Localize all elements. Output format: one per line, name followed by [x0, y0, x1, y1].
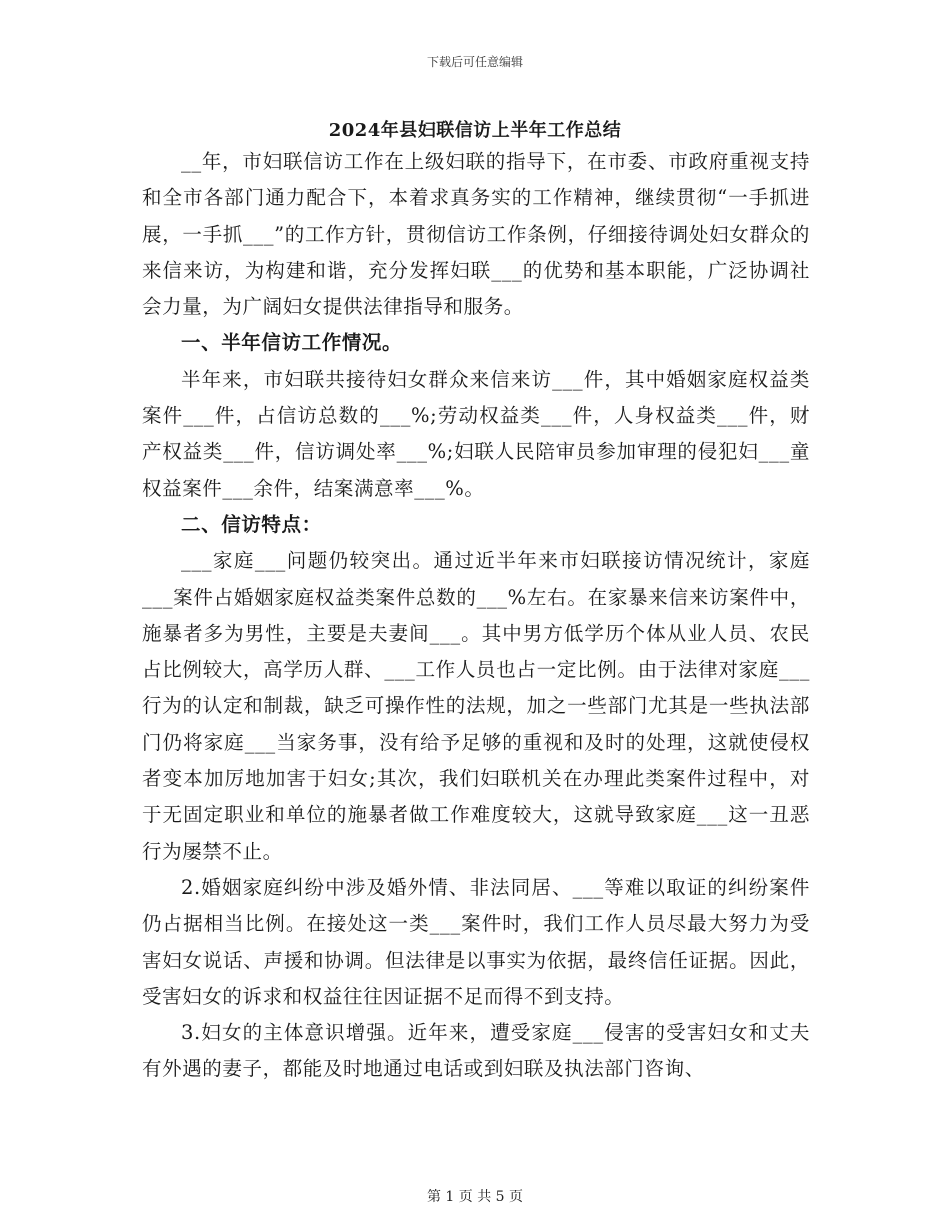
- page-number-footer: 第 1 页 共 5 页: [426, 1189, 524, 1205]
- document-body: [142, 144, 810, 1088]
- intro-paragraph: __年，市妇联信访工作在上级妇联的指导下，在市委、市政府重视支持和全市各部门通力配合下，本着求真务实的工作精神，继续贯彻“一手抓进展，一手抓___”的工作方针，贯彻信访工作条例，仔细接待调处妇女群众的来信来访，为构建和谐，充分发挥妇联___的优势和基本职能，广泛协调社会力量，为广阔妇女提供法律指导和服务。: [142, 150, 810, 319]
- point-3-paragraph: 3.妇女的主体意识增强。近年来，遭受家庭___侵害的受害妇女和丈夫有外遇的妻子，都能及时地通过电话或到妇联及执法部门咨询、: [142, 1021, 810, 1081]
- point-2-paragraph: 2.婚姻家庭纠纷中涉及婚外情、非法同居、___等难以取证的纠纷案件仍占据相当比例。在接处这一类___案件时，我们工作人员尽最大努力为受害妇女说话、声援和协调。但法律是以事实为依据，最终信任证据。因此，受害妇女的诉求和权益往往因证据不足而得不到支持。: [142, 875, 810, 1008]
- statistics-paragraph: 半年来，市妇联共接待妇女群众来信来访___件，其中婚姻家庭权益类案件___件，占信访总数的___%;劳动权益类___件，人身权益类___件，财产权益类___件，信访调处率___%;妇联人民陪审员参加审理的侵犯妇___童权益案件___余件，结案满意率___%。: [142, 367, 810, 500]
- document-title: 2024年县妇联信访上半年工作总结: [328, 120, 622, 141]
- section-heading-1: 一、半年信访工作情况。: [181, 331, 403, 355]
- page-header-note: 下载后可任意编辑: [426, 55, 523, 69]
- point-1-paragraph: ___家庭___问题仍较突出。通过近半年来市妇联接访情况统计，家庭___案件占婚姻家庭权益类案件总数的___%左右。在家暴来信来访案件中，施暴者多为男性，主要是夫妻间___。其中男方低学历个体从业人员、农民占比例较大，高学历人群、___工作人员也占一定比例。由于法律对家庭___行为的认定和制裁，缺乏可操作性的法规，加之一些部门尤其是一些执法部门仍将家庭___当家务事，没有给予足够的重视和及时的处理，这就使侵权者变本加厉地加害于妇女;其次，我们妇联机关在办理此类案件过程中，对于无固定职业和单位的施暴者做工作难度较大，这就导致家庭___这一丑恶行为屡禁不止。: [142, 549, 810, 863]
- section-heading-2: 二、信访特点：: [181, 512, 322, 536]
